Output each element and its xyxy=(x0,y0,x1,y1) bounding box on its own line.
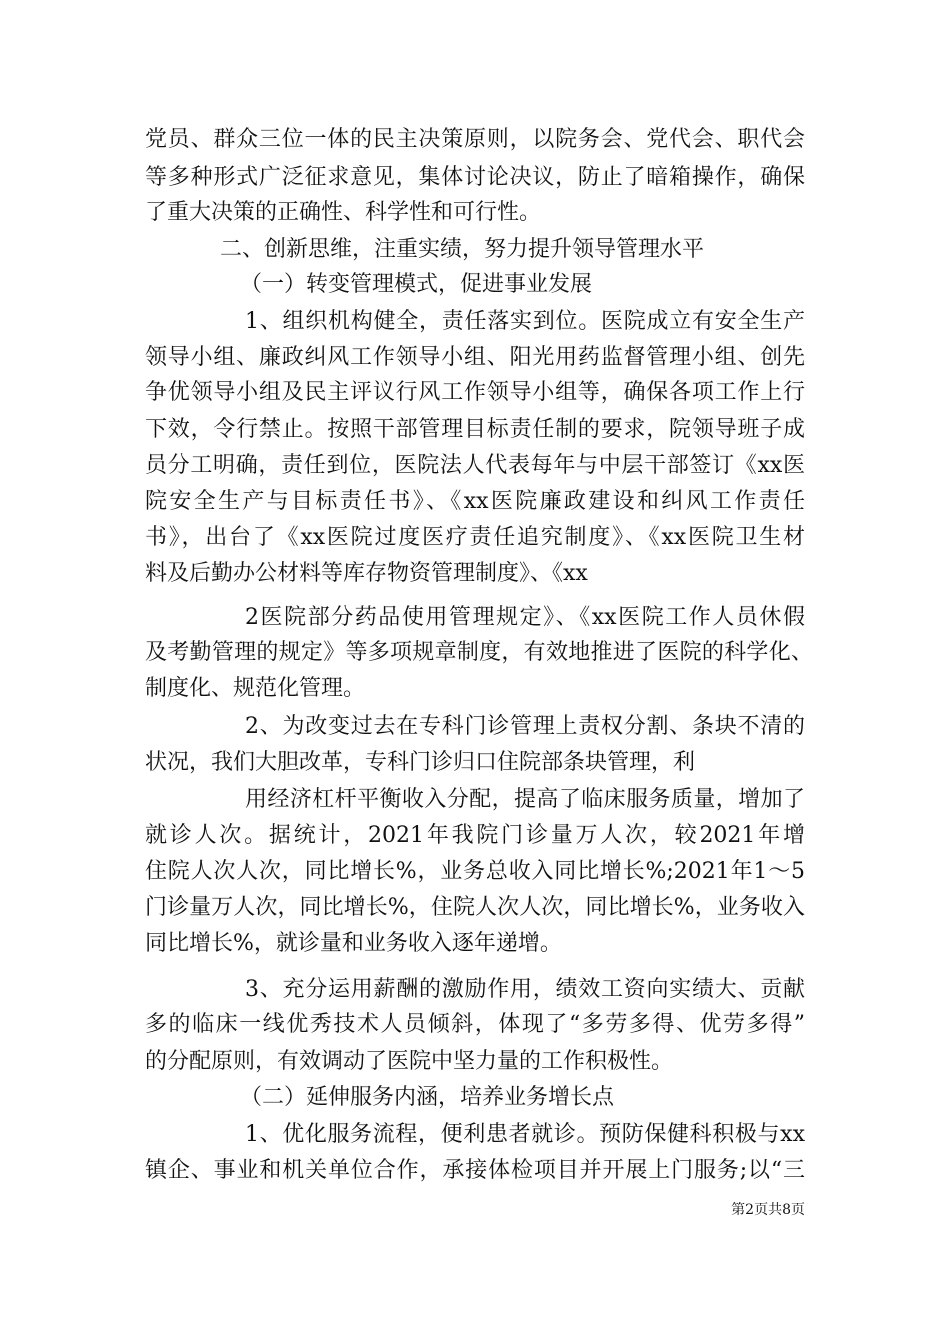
paragraph-line: 争优领导小组及民主评议行风工作领导小组等，确保各项工作上行 xyxy=(145,380,805,405)
paragraph-line: 及考勤管理的规定》等多项规章制度，有效地推进了医院的科学化、 xyxy=(145,640,813,665)
paragraph-line: 等多种形式广泛征求意见，集体讨论决议，防止了暗箱操作，确保 xyxy=(145,165,805,190)
paragraph-line: 镇企、事业和机关单位合作，承接体检项目并开展上门服务;以“三 xyxy=(145,1158,805,1183)
paragraph-line: 2、为改变过去在专科门诊管理上责权分割、条块不清的 xyxy=(245,714,805,739)
page-number-footer: 第2页共8页 xyxy=(731,1202,805,1218)
paragraph-line: 领导小组、廉政纠风工作领导小组、阳光用药监督管理小组、创先 xyxy=(145,345,805,370)
paragraph-line: 2医院部分药品使用管理规定》、《xx医院工作人员休假 xyxy=(245,605,805,630)
paragraph-line: 了重大决策的正确性、科学性和可行性。 xyxy=(145,200,542,225)
paragraph-line: 的分配原则，有效调动了医院中坚力量的工作积极性。 xyxy=(145,1049,674,1074)
subsection-heading: （一）转变管理模式，促进事业发展 xyxy=(240,272,593,297)
paragraph-line: 3、充分运用薪酬的激励作用，绩效工资向实绩大、贡献 xyxy=(245,977,805,1002)
paragraph-line: 同比增长%，就诊量和业务收入逐年递增。 xyxy=(145,931,562,956)
paragraph-line: 党员、群众三位一体的民主决策原则，以院务会、党代会、职代会 xyxy=(145,127,805,152)
paragraph-line: 多的临床一线优秀技术人员倾斜，体现了“多劳多得、优劳多得” xyxy=(145,1012,805,1037)
paragraph-line: 用经济杠杆平衡收入分配，提高了临床服务质量，增加了 xyxy=(245,787,805,812)
paragraph-line: 状况，我们大胆改革，专科门诊归口住院部条块管理，利 xyxy=(145,750,696,775)
paragraph-line: 就诊人次。据统计，2021年我院门诊量万人次，较2021年增 xyxy=(145,823,805,848)
paragraph-line: 院安全生产与目标责任书》、《xx医院廉政建设和纠风工作责任 xyxy=(145,489,805,514)
paragraph-line: 1、组织机构健全，责任落实到位。医院成立有安全生产 xyxy=(245,309,805,334)
section-heading: 二、创新思维，注重实绩，努力提升领导管理水平 xyxy=(220,237,705,262)
paragraph-line: 下效，令行禁止。按照干部管理目标责任制的要求，院领导班子成 xyxy=(145,417,805,442)
paragraph-line: 书》，出台了《xx医院过度医疗责任追究制度》、《xx医院卫生材 xyxy=(145,525,805,550)
paragraph-line: 1、优化服务流程，便利患者就诊。预防保健科积极与xx xyxy=(245,1122,805,1147)
paragraph-line: 员分工明确，责任到位，医院法人代表每年与中层干部签订《xx医 xyxy=(145,453,805,478)
subsection-heading: （二）延伸服务内涵，培养业务增长点 xyxy=(240,1085,615,1110)
paragraph-line: 住院人次人次，同比增长%，业务总收入同比增长%;2021年1～5 xyxy=(145,859,805,884)
paragraph-line: 料及后勤办公材料等库存物资管理制度》、《xx xyxy=(145,561,588,586)
paragraph-line: 制度化、规范化管理。 xyxy=(145,676,366,701)
paragraph-line: 门诊量万人次，同比增长%，住院人次人次，同比增长%，业务收入 xyxy=(145,895,805,920)
